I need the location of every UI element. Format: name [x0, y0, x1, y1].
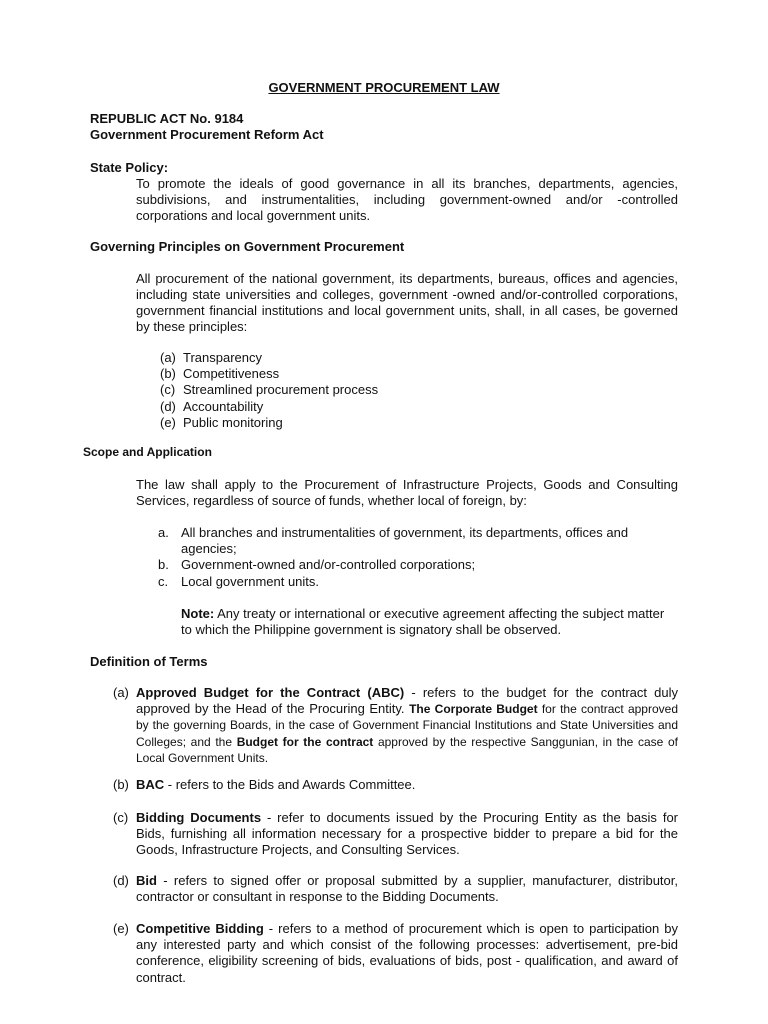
definition-bid: (d) Bid - refers to signed offer or proposal submitted by a supplier, manufacturer, distributor, contractor or consultant in response to the Bidding Documents.	[113, 873, 678, 905]
list-item: (e) Public monitoring	[160, 414, 283, 430]
governing-principles-heading: Governing Principles on Government Procurement	[90, 239, 405, 254]
definition-competitive-bidding: (e) Competitive Bidding - refers to a method of procurement which is open to participation by any interested party and which consist of the following processes: advertisement, pre-bid conference, eligibility screening of bids, evaluations of bids, post - qualification, and award of contract.	[113, 921, 678, 985]
list-item: c. Local government units.	[158, 573, 320, 589]
act-number: REPUBLIC ACT No. 9184	[90, 111, 244, 126]
scope-list	[158, 525, 678, 590]
document-title: GOVERNMENT PROCUREMENT LAW	[268, 80, 500, 95]
scope-heading: Scope and Application	[83, 445, 212, 459]
definition-bac: (b) BAC - refers to the Bids and Awards Committee.	[113, 777, 416, 792]
state-policy-heading: State Policy:	[90, 160, 169, 175]
definitions-heading: Definition of Terms	[90, 654, 208, 669]
state-policy-text: To promote the ideals of good governance in all its branches, departments, agencies, subdivisions, and instrumentalities, including government-owned and/or -controlled corporations and local government units.	[136, 176, 678, 223]
principles-list	[160, 350, 560, 431]
scope-note: Note: Any treaty or international or executive agreement affecting the subject matter to which the Philippine government is signatory shall be observed.	[181, 606, 665, 637]
act-name: Government Procurement Reform Act	[90, 127, 324, 142]
list-item: (d) Accountability	[160, 398, 264, 414]
list-item: (c) Streamlined procurement process	[160, 382, 379, 398]
note-label: Note:	[181, 606, 215, 621]
scope-intro: The law shall apply to the Procurement of Infrastructure Projects, Goods and Consulting Services, regardless of source of funds, whether local of foreign, by:	[136, 477, 678, 508]
governing-principles-intro: All procurement of the national government, its departments, bureaus, offices and agencies, including state universities and colleges, government -owned and/or-controlled corporations, government financial institutions and local government units, shall, in all cases, be governed by these principles:	[136, 271, 678, 334]
list-item: (a) Transparency	[160, 350, 262, 365]
definition-bidding-documents: (c) Bidding Documents - refer to documents issued by the Procuring Entity as the basis for Bids, furnishing all information necessary for a prospective bidder to prepare a bid for the Goods, Infrastructure Projects, and Consulting Services.	[113, 810, 679, 858]
list-item: (b) Competitiveness	[160, 366, 280, 382]
definition-abc: (a) Approved Budget for the Contract (ABC) - refers to the budget for the contract duly approved by the Head of the Procuring Entity. The Corporate Budget for the contract approved by the governing Boards, in the case of Government Financial Institutions and State Universities and Colleges; and the Budget for the contract approved by the respective Sanggunian, in the case of Local Government Units.	[113, 685, 679, 765]
list-item: a. All branches and instrumentalities of government, its departments, offices and agencies;	[158, 525, 629, 557]
list-item: b. Government-owned and/or-controlled corporations;	[158, 557, 476, 573]
